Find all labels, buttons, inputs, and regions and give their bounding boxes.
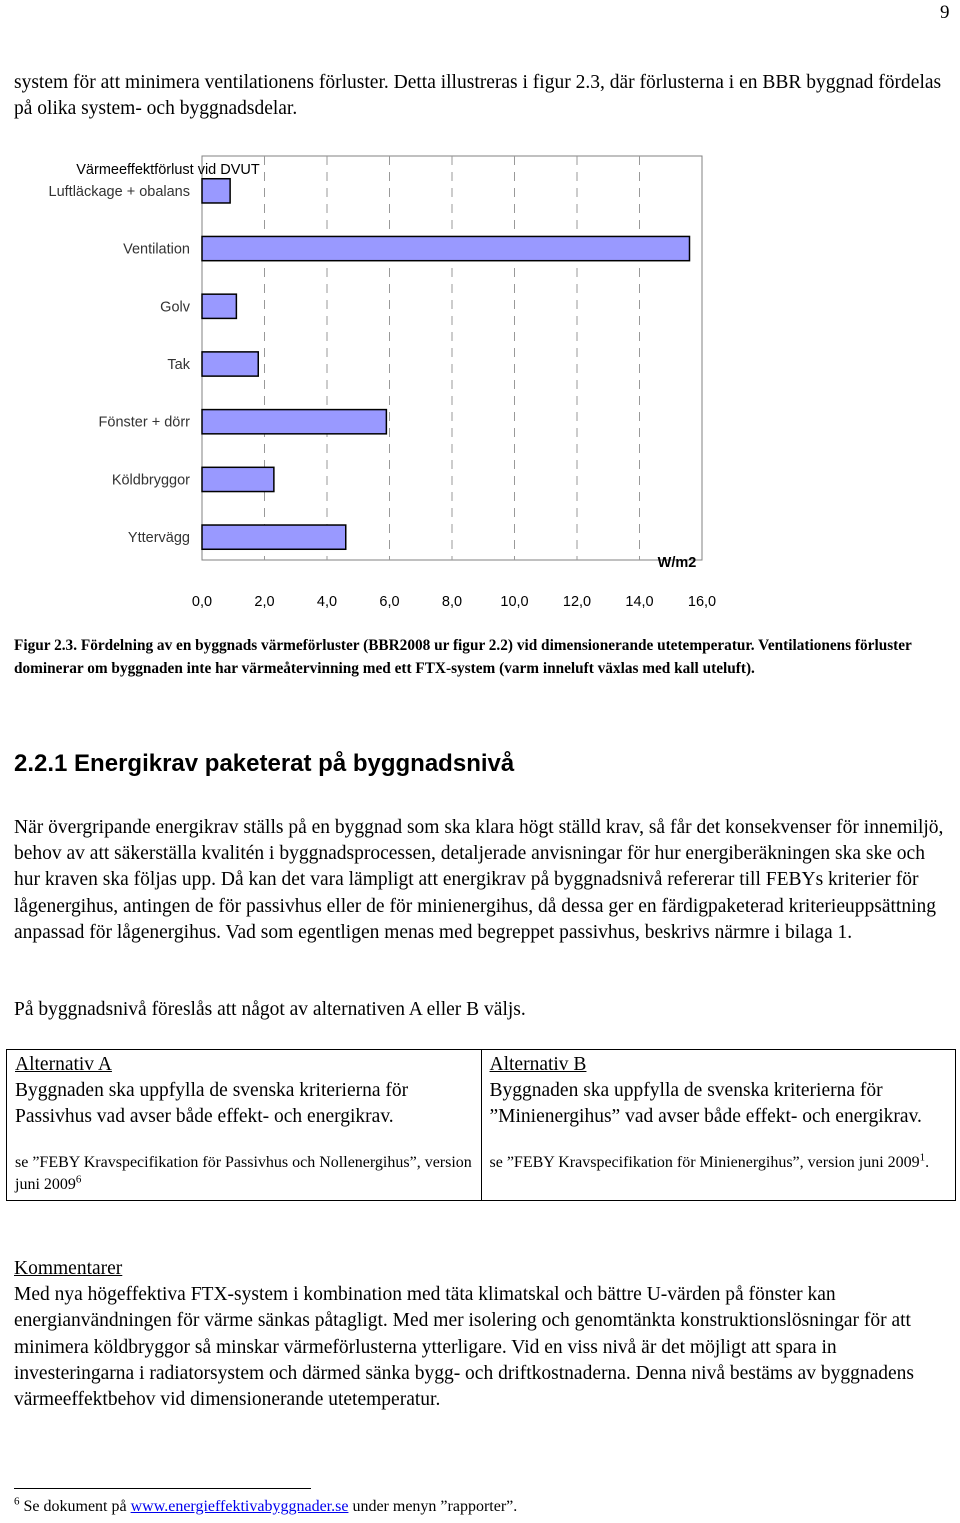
heat-loss-chart (0, 150, 760, 630)
bar (202, 410, 386, 434)
category-label: Ventilation (123, 241, 190, 258)
comments-section (14, 1256, 949, 1413)
figure-caption: Figur 2.3. Fördelning av en byggnads värmeförluster (BBR2008 ur figur 2.2) vid dimensionerande utetemperatur. Ventilationens förluster dominerar om byggnaden inte har värmeåtervinning med ett FTX-system (varm inneluft växlas med kall uteluft). (14, 637, 912, 677)
intro-paragraph: system för att minimera ventilationens förluster. Detta illustreras i figur 2.3, där förlusterna i en BBR byggnad fördelas på olika system- och byggnadsdelar. (14, 72, 942, 119)
tick-label: 2,0 (254, 594, 275, 610)
section-heading: 2.2.1 Energikrav paketerat på byggnadsnivå (14, 750, 515, 777)
bar (202, 236, 690, 260)
bar (202, 352, 258, 376)
category-label: Yttervägg (127, 530, 190, 547)
tick-label: 4,0 (316, 594, 338, 610)
alternative-b-cell (481, 1050, 956, 1201)
footnote-pre: Se dokument på (23, 1498, 127, 1515)
section-paragraph: När övergripande energikrav ställs på en byggnad som ska klara högt ställd krav, så får det konsekvenser för innemiljö, behov av att säkerställa kvalitén i byggnadsprocessen, detaljerade anvisningar för hur energiberäkningen ska ske och hur kraven ska följas upp. Då kan det vara lämpligt att energikrav på byggnadsnivå refererar till FEBYs kriterier för lågenergihus, antingen de för passivhus eller de för minienergihus, då dessa ger en färdigpaketerad kriterieuppsättning anpassad för lågenergihus. Vad som egentligen menas med begreppet passivhus, beskrivs närmre i bilaga 1. (14, 817, 944, 943)
alternative-b-ref-text: se ”FEBY Kravspecifikation för Minienergihus”, version juni 2009 (489, 1154, 920, 1171)
tick-label: 0,0 (191, 594, 213, 610)
bar (202, 467, 274, 491)
alternative-b-body: Byggnaden ska uppfylla de svenska kriterierna för ”Minienergihus” vad avser både effekt- och energikrav. (489, 1080, 922, 1127)
comments-title: Kommentarer (14, 1258, 123, 1279)
alternative-a-cell (7, 1050, 482, 1201)
alternative-b-ref-end: . (925, 1154, 930, 1171)
bar (202, 294, 236, 318)
bars (202, 179, 690, 550)
footnote-post: under menyn ”rapporter”. (352, 1498, 518, 1515)
bar (202, 179, 230, 203)
footnote-ref-6[interactable]: 6 (75, 1173, 82, 1186)
comments-text: Med nya högeffektiva FTX-system i kombination med täta klimatskal och bättre U-värden på fönster kan energianvändningen för värme sänkas påtagligt. Med mer isolering och genomtänkta konstruktionslösningar för att minimera köldbryggor så minskar värmeförlusterna ytterligare. Vid en viss nivå är det möjligt att spara in investeringarna i radiatorsystem och därmed sänka bygg- och driftkostnaderna. Denna nivå bestäms av byggnadens värmeeffektbehov vid dimensionerande utetemperatur. (14, 1284, 914, 1411)
tick-label: 14,0 (625, 594, 654, 610)
tick-label: 16,0 (687, 594, 717, 610)
alternatives-table (6, 1049, 956, 1201)
x-axis-label: W/m2 (657, 555, 697, 571)
alternative-a-reference (15, 1152, 473, 1198)
alternative-b-title: Alternativ B (489, 1054, 587, 1075)
tick-label: 6,0 (379, 594, 400, 610)
alternative-a-title: Alternativ A (15, 1054, 112, 1075)
alternatives-intro: På byggnadsnivå föreslås att något av alternativen A eller B väljs. (14, 999, 526, 1020)
page-number: 9 (940, 2, 950, 23)
bar (202, 525, 346, 549)
category-label: Köldbryggor (111, 472, 190, 489)
tick-labels (192, 594, 716, 610)
tick-label: 8,0 (441, 594, 463, 610)
category-label: Luftläckage + obalans (48, 183, 190, 200)
footnote-link[interactable]: www.energieffektivabyggnader.se (130, 1498, 349, 1515)
alternative-b-reference (490, 1152, 948, 1176)
footnote-ref-1[interactable]: 1 (919, 1151, 926, 1164)
category-labels (49, 184, 191, 546)
tick-label: 10,0 (500, 594, 529, 610)
alternative-a-body: Byggnaden ska uppfylla de svenska kriterierna för Passivhus vad avser både effekt- och energikrav. (15, 1080, 409, 1127)
category-label: Tak (167, 357, 190, 373)
grid-lines (265, 156, 640, 560)
tick-label: 12,0 (562, 594, 592, 610)
category-label: Fönster + dörr (98, 414, 190, 431)
category-label: Golv (160, 299, 190, 316)
footnote-number: 6 (14, 1495, 20, 1508)
footnote (14, 1496, 517, 1518)
footnote-divider (14, 1488, 311, 1489)
alternative-a-ref-text: se ”FEBY Kravspecifikation för Passivhus och Nollenergihus”, version juni 2009 (15, 1154, 472, 1193)
chart-title: Värmeeffektförlust vid DVUT (76, 162, 260, 178)
chart-svg (0, 150, 760, 630)
